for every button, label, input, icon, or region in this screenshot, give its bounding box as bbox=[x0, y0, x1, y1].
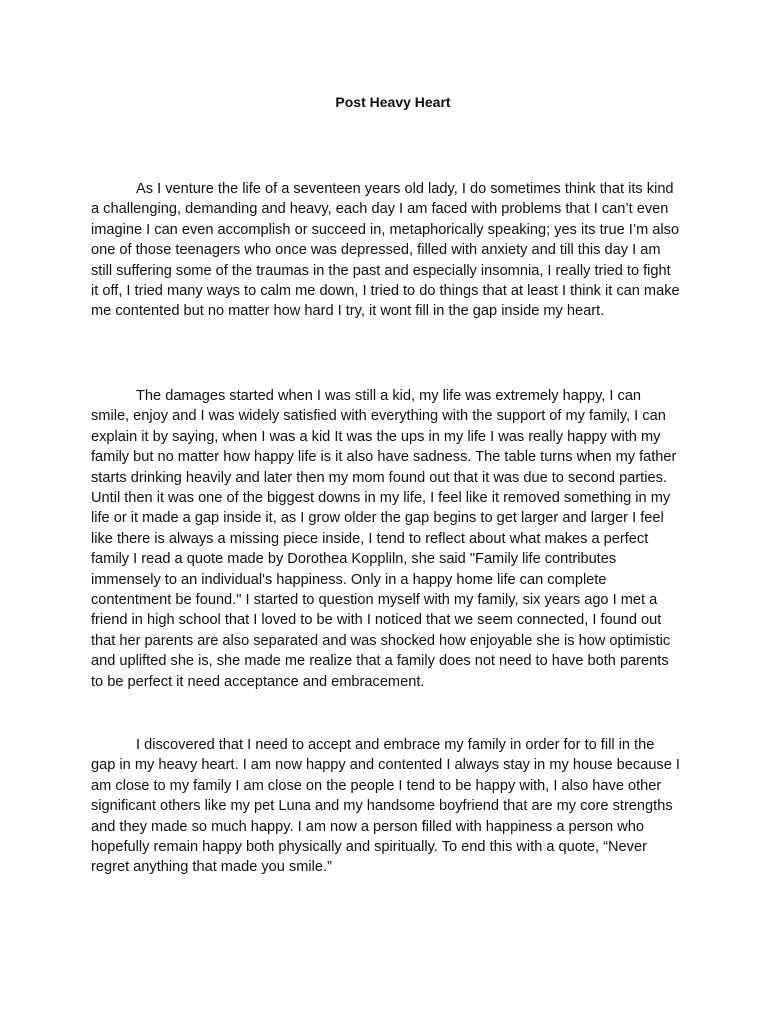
paragraph-1: As I venture the life of a seventeen years old lady, I do sometimes think that its kind a challenging, demanding and heavy, each day I am faced with problems that I can’t even imagine I can even accomplish or succeed in, metaphorically speaking; yes its true I’m also one of those teenagers who once was depressed, filled with anxiety and till this day I am still suffering some of the traumas in the past and especially insomnia, I really tried to fight it off, I tried many ways to calm me down, I tried to do things that at least I think it can make me contented but no matter how hard I try, it wont fill in the gap inside my heart. bbox=[91, 181, 680, 320]
document-title: Post Heavy Heart bbox=[335, 94, 451, 110]
paragraph-3: I discovered that I need to accept and embrace my family in order for to fill in the gap in my heavy heart. I am now happy and contented I always stay in my house because I am close to my family I am close on the people I tend to be happy with, I also have other significant others like my pet Luna and my handsome boyfriend that are my core strengths and they made so much happy. I am now a person filled with happiness a person who hopefully remain happy both physically and spiritually. To end this with a quote, “Never regret anything that made you smile.” bbox=[91, 737, 680, 876]
paragraph-2: The damages started when I was still a kid, my life was extremely happy, I can smile, enjoy and I was widely satisfied with everything with the support of my family, I can explain it by saying, when I was a kid It was the ups in my life I was really happy with my family but no matter how happy life is it also have sadness. The table turns when my father starts drinking heavily and later then my mom found out that it was due to second parties. Until then it was one of the biggest downs in my life, I feel like it removed something in my life or it made a gap inside it, as I grow older the gap begins to get larger and larger I feel like there is always a missing piece inside, I tend to reflect about what makes a perfect family I read a quote made by Dorothea Kopplіln, she said "Family life contributes immensely to an individual's happiness. Only in a happy home life can complete contentment be found." I started to question myself with my family, six years ago I met a friend in high school that I loved to be with I noticed that we seem connected, I found out that her parents are also separated and was shocked how enjoyable she is how optimistic and uplifted she is, she made me realize that a family does not need to have both parents to be perfect it need acceptance and embracement. bbox=[91, 388, 677, 690]
